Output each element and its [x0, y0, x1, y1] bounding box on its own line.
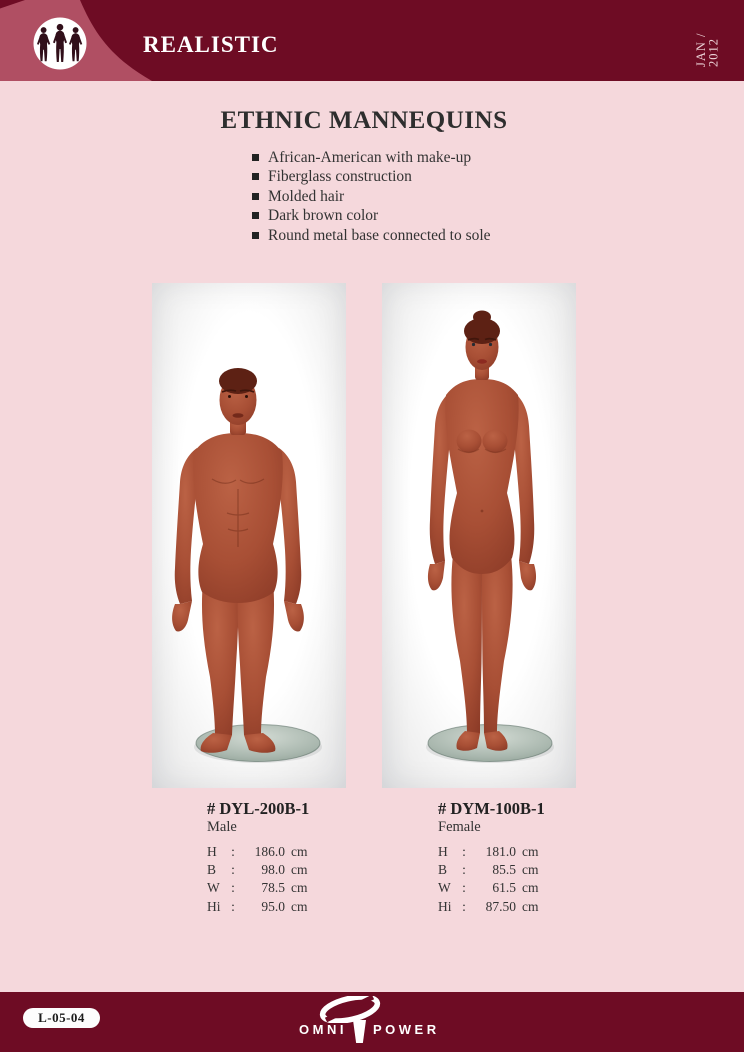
- feature-list: [252, 148, 491, 245]
- spec-unit: cm: [291, 844, 308, 859]
- male-molded-hair: [219, 368, 257, 394]
- spec-key: Hi: [438, 898, 452, 914]
- spec-value: 61.5: [492, 880, 516, 896]
- feature-item: [252, 226, 491, 245]
- spec-unit: cm: [522, 898, 539, 914]
- issue-date: JAN / 2012: [694, 32, 721, 67]
- spec-colon: :: [462, 898, 466, 914]
- page-code: L-05-04: [38, 1010, 85, 1025]
- spec-value: 181.0: [485, 844, 516, 859]
- spec-colon: :: [231, 844, 235, 859]
- spec-value: 78.5: [261, 880, 285, 896]
- feature-text: Fiberglass construction: [268, 168, 412, 186]
- spec-key: B: [207, 862, 217, 878]
- feature-item: [252, 167, 491, 186]
- product-info-male: [207, 799, 387, 916]
- square-bullet-icon: [252, 232, 259, 239]
- brand-title: REALISTIC: [143, 32, 279, 57]
- spec-table: [438, 843, 618, 916]
- spec-unit: cm: [291, 898, 308, 914]
- square-bullet-icon: [252, 212, 259, 219]
- feature-item: [252, 148, 491, 167]
- product-gender: Male: [207, 819, 237, 835]
- spec-colon: :: [231, 862, 235, 878]
- spec-row: [207, 861, 387, 879]
- square-bullet-icon: [252, 154, 259, 161]
- power-wordmark: POWER: [373, 1022, 440, 1037]
- spec-colon: :: [462, 880, 466, 896]
- spec-colon: :: [231, 880, 235, 896]
- product-code: # DYL-200B-1: [207, 799, 310, 818]
- spec-key: H: [207, 844, 217, 859]
- feature-text: Round metal base connected to sole: [268, 226, 491, 244]
- square-bullet-icon: [252, 173, 259, 180]
- spec-value: 87.50: [485, 898, 516, 914]
- male-body: [172, 375, 304, 753]
- spec-value: 85.5: [492, 862, 516, 878]
- page-title: ETHNIC MANNEQUINS: [220, 107, 508, 134]
- spec-unit: cm: [291, 880, 308, 896]
- feature-text: Molded hair: [268, 187, 345, 205]
- spec-unit: cm: [522, 880, 539, 896]
- omni-power-swirl-icon: [319, 996, 385, 1023]
- feature-text: African-American with make-up: [268, 149, 472, 166]
- spec-key: B: [438, 862, 448, 878]
- product-photo-male: [152, 283, 346, 788]
- header-decoration: [0, 0, 744, 81]
- spec-unit: cm: [291, 862, 308, 878]
- spec-value: 95.0: [261, 898, 285, 914]
- female-body: [428, 324, 536, 751]
- omni-wordmark: OMNI: [299, 1022, 347, 1037]
- spec-colon: :: [462, 844, 466, 859]
- spec-table: [207, 843, 387, 916]
- spec-value: 98.0: [261, 862, 285, 878]
- spec-unit: cm: [522, 862, 539, 878]
- spec-row: [438, 861, 618, 879]
- product-info-female: [438, 799, 618, 916]
- feature-text: Dark brown color: [268, 207, 379, 225]
- spec-key: W: [438, 880, 451, 896]
- spec-row: [207, 843, 387, 861]
- spec-row: [207, 879, 387, 897]
- omni-power-stem-icon: [353, 1020, 366, 1043]
- spec-key: H: [438, 844, 448, 859]
- square-bullet-icon: [252, 193, 259, 200]
- omni-power-logo: [291, 995, 441, 1047]
- male-mannequin-figure: [152, 283, 346, 788]
- spec-row: [438, 879, 618, 897]
- header-band: [0, 0, 744, 81]
- spec-colon: :: [462, 862, 466, 878]
- product-photo-female: [382, 283, 576, 788]
- spec-value: 186.0: [254, 844, 285, 859]
- spec-row: [438, 843, 618, 861]
- feature-item: [252, 206, 491, 225]
- spec-key: Hi: [207, 898, 221, 914]
- spec-row: [207, 898, 387, 916]
- spec-unit: cm: [522, 844, 539, 859]
- product-code: # DYM-100B-1: [438, 799, 545, 818]
- spec-key: W: [207, 880, 220, 896]
- spec-colon: :: [231, 898, 235, 914]
- page-code-badge: [23, 1008, 100, 1028]
- female-mannequin-figure: [382, 283, 576, 788]
- product-gender: Female: [438, 819, 481, 835]
- feature-item: [252, 187, 491, 206]
- spec-row: [438, 898, 618, 916]
